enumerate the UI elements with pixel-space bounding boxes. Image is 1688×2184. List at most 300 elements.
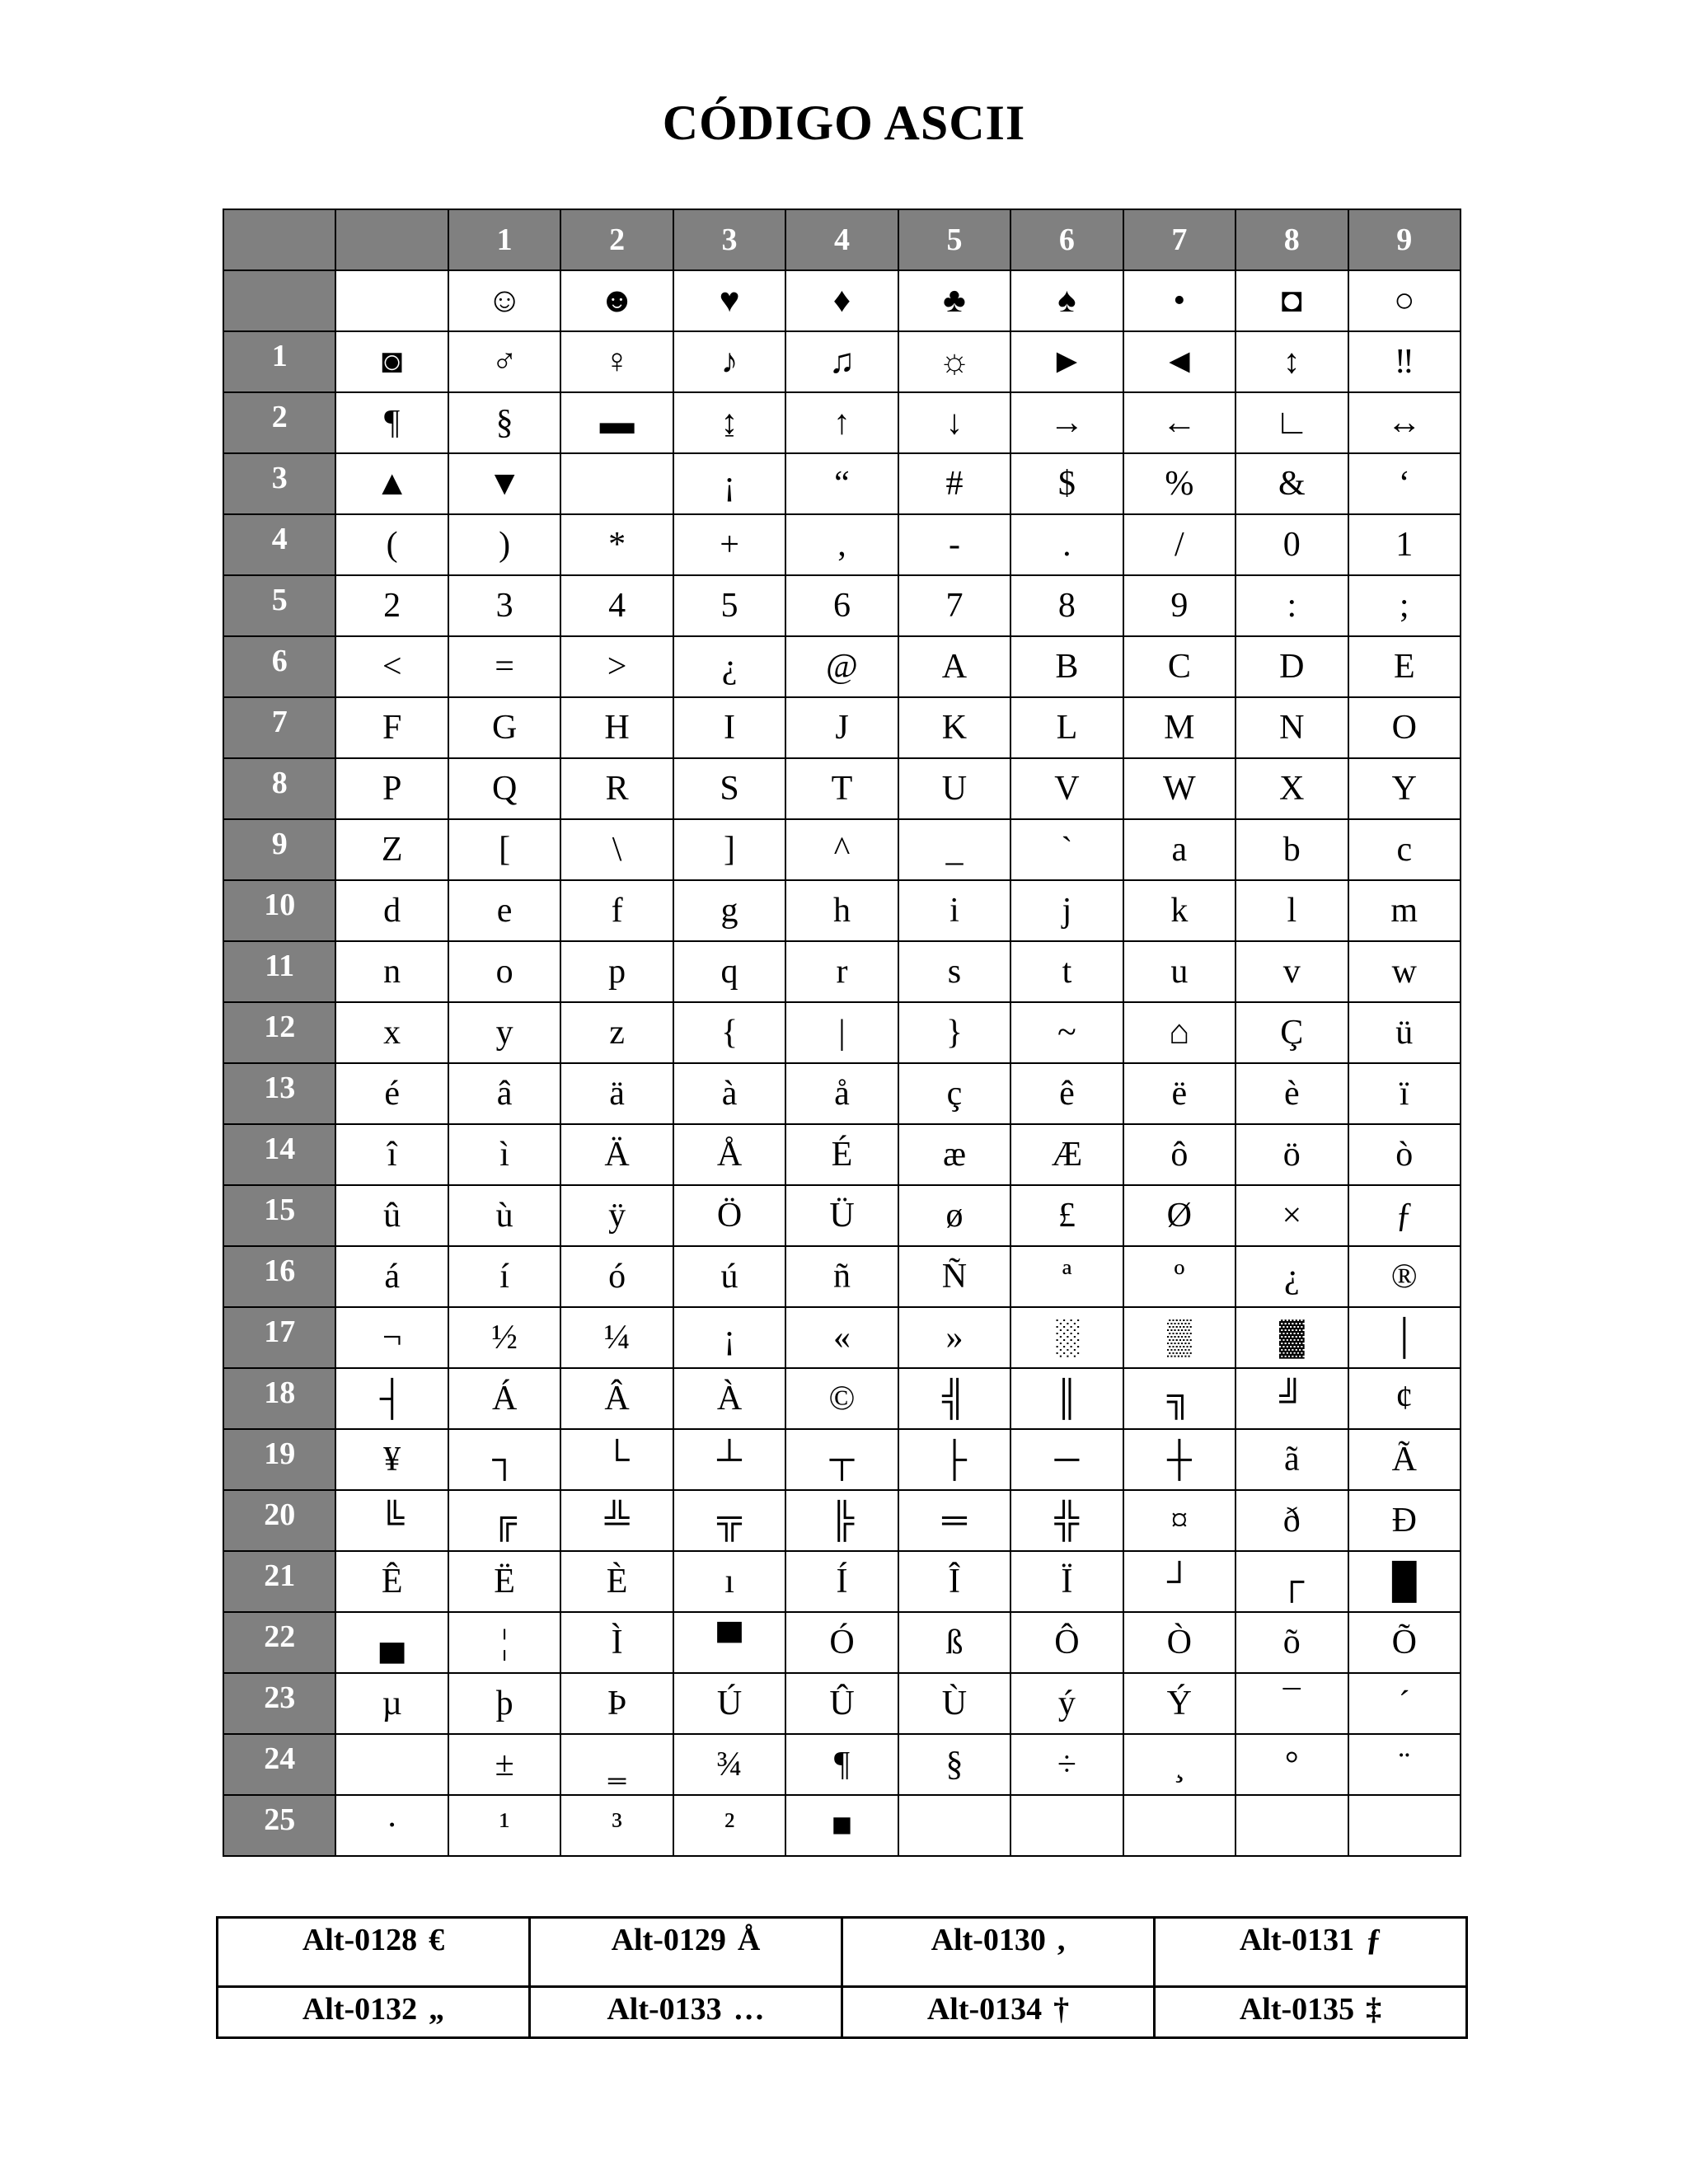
character-cell: º: [1123, 1246, 1236, 1307]
character-cell: A: [898, 636, 1010, 697]
character-cell: £: [1010, 1185, 1123, 1246]
character-cell: I: [673, 697, 785, 758]
table-row: [223, 819, 1461, 880]
character-cell: ã: [1236, 1429, 1348, 1490]
character-cell: #: [898, 453, 1010, 514]
character-cell: }: [898, 1002, 1010, 1063]
character-cell: ð: [1236, 1490, 1348, 1551]
character-cell: Á: [448, 1368, 560, 1429]
character-cell: á: [335, 1246, 448, 1307]
table-row: [223, 575, 1461, 636]
table-row: [223, 758, 1461, 819]
alt-code-label: Alt-0129: [611, 1923, 726, 1957]
row-header-cell: [223, 270, 335, 331]
character-cell: t: [1010, 941, 1123, 1002]
alt-code-label: Alt-0128: [302, 1923, 418, 1957]
character-cell: n: [335, 941, 448, 1002]
character-cell: Y: [1348, 758, 1461, 819]
character-cell: │: [1348, 1307, 1461, 1368]
alt-codes-body: [218, 1918, 1467, 2038]
character-cell: $: [1010, 453, 1123, 514]
character-cell: ♪: [673, 331, 785, 392]
character-cell: ♣: [898, 270, 1010, 331]
character-cell: ░: [1010, 1307, 1123, 1368]
character-cell: ├: [898, 1429, 1010, 1490]
character-cell: ¼: [560, 1307, 673, 1368]
character-cell: └: [560, 1429, 673, 1490]
character-cell: %: [1123, 453, 1236, 514]
character-cell: Ù: [898, 1673, 1010, 1734]
character-cell: Î: [898, 1551, 1010, 1612]
column-header-cell: [335, 209, 448, 270]
character-cell: ◄: [1123, 331, 1236, 392]
character-cell: Û: [785, 1673, 898, 1734]
row-header-cell: 15: [223, 1185, 335, 1246]
character-cell: |: [785, 1002, 898, 1063]
row-header-cell: 3: [223, 453, 335, 514]
character-cell: :: [1236, 575, 1348, 636]
character-cell: É: [785, 1124, 898, 1185]
character-cell: ▄: [335, 1612, 448, 1673]
character-cell: k: [1123, 880, 1236, 941]
row-header-cell: 6: [223, 636, 335, 697]
character-cell: 7: [898, 575, 1010, 636]
character-cell: S: [673, 758, 785, 819]
character-cell: .: [1010, 514, 1123, 575]
character-cell: ç: [898, 1063, 1010, 1124]
character-cell: b: [1236, 819, 1348, 880]
alt-codes-row: [218, 1987, 1467, 2038]
character-cell: °: [1236, 1734, 1348, 1795]
character-cell: ■: [785, 1795, 898, 1856]
character-cell: Í: [785, 1551, 898, 1612]
character-cell: B: [1010, 636, 1123, 697]
character-cell: ┼: [1123, 1429, 1236, 1490]
character-cell: ö: [1236, 1124, 1348, 1185]
character-cell: Q: [448, 758, 560, 819]
table-row: [223, 331, 1461, 392]
corner-header-cell: [223, 209, 335, 270]
character-cell: È: [560, 1551, 673, 1612]
row-header-cell: 10: [223, 880, 335, 941]
character-cell: ÿ: [560, 1185, 673, 1246]
alt-code-cell: [218, 1918, 530, 1987]
character-cell: ┬: [785, 1429, 898, 1490]
character-cell: ‗: [560, 1734, 673, 1795]
row-header-cell: 18: [223, 1368, 335, 1429]
character-cell: é: [335, 1063, 448, 1124]
character-cell: ¦: [448, 1612, 560, 1673]
character-cell: ô: [1123, 1124, 1236, 1185]
character-cell: J: [785, 697, 898, 758]
character-cell: Ê: [335, 1551, 448, 1612]
character-cell: ▼: [448, 453, 560, 514]
alt-code-label: Alt-0132: [302, 1992, 418, 2027]
character-cell: â: [448, 1063, 560, 1124]
alt-code-character: ƒ: [1366, 1923, 1382, 1957]
alt-code-character: €: [429, 1923, 445, 1957]
table-row: [223, 1002, 1461, 1063]
character-cell: Ý: [1123, 1673, 1236, 1734]
character-cell: o: [448, 941, 560, 1002]
character-cell: c: [1348, 819, 1461, 880]
character-cell: ←: [1123, 392, 1236, 453]
character-cell: í: [448, 1246, 560, 1307]
column-header-cell: 7: [1123, 209, 1236, 270]
table-row: [223, 1673, 1461, 1734]
alt-code-character: †: [1053, 1992, 1070, 2027]
character-cell: d: [335, 880, 448, 941]
character-cell: Õ: [1348, 1612, 1461, 1673]
character-cell: ¢: [1348, 1368, 1461, 1429]
character-cell: ─: [1010, 1429, 1123, 1490]
character-cell: M: [1123, 697, 1236, 758]
row-header-cell: 9: [223, 819, 335, 880]
character-cell: l: [1236, 880, 1348, 941]
alt-code-cell: [530, 1918, 842, 1987]
character-cell: ı: [673, 1551, 785, 1612]
character-cell: R: [560, 758, 673, 819]
character-cell: 2: [335, 575, 448, 636]
character-cell: Å: [673, 1124, 785, 1185]
character-cell: [335, 1734, 448, 1795]
character-cell: û: [335, 1185, 448, 1246]
character-cell: ╦: [673, 1490, 785, 1551]
table-row: [223, 1429, 1461, 1490]
character-cell: ª: [1010, 1246, 1123, 1307]
character-cell: x: [335, 1002, 448, 1063]
table-row: [223, 941, 1461, 1002]
character-cell: ñ: [785, 1246, 898, 1307]
character-cell: C: [1123, 636, 1236, 697]
character-cell: e: [448, 880, 560, 941]
character-cell: ,: [785, 514, 898, 575]
character-cell: &: [1236, 453, 1348, 514]
character-cell: ∟: [1236, 392, 1348, 453]
character-cell: 9: [1123, 575, 1236, 636]
character-cell: À: [673, 1368, 785, 1429]
character-cell: ♠: [1010, 270, 1123, 331]
character-cell: ³: [560, 1795, 673, 1856]
character-cell: _: [898, 819, 1010, 880]
character-cell: ¡: [673, 453, 785, 514]
column-header-cell: 1: [448, 209, 560, 270]
row-header-cell: 2: [223, 392, 335, 453]
character-cell: ó: [560, 1246, 673, 1307]
character-cell: Þ: [560, 1673, 673, 1734]
character-cell: Ì: [560, 1612, 673, 1673]
character-cell: ↑: [785, 392, 898, 453]
character-cell: å: [785, 1063, 898, 1124]
row-header-cell: 23: [223, 1673, 335, 1734]
character-cell: Ò: [1123, 1612, 1236, 1673]
character-cell: ù: [448, 1185, 560, 1246]
character-cell: s: [898, 941, 1010, 1002]
character-cell: ╝: [1236, 1368, 1348, 1429]
character-cell: p: [560, 941, 673, 1002]
table-row: [223, 453, 1461, 514]
character-cell: P: [335, 758, 448, 819]
character-cell: ▲: [335, 453, 448, 514]
row-header-cell: 19: [223, 1429, 335, 1490]
character-cell: ╩: [560, 1490, 673, 1551]
row-header-cell: 21: [223, 1551, 335, 1612]
table-row: [223, 1368, 1461, 1429]
character-cell: ƒ: [1348, 1185, 1461, 1246]
character-cell: ä: [560, 1063, 673, 1124]
table-row: [223, 1185, 1461, 1246]
character-cell: «: [785, 1307, 898, 1368]
character-cell: ±: [448, 1734, 560, 1795]
ascii-table: [223, 209, 1461, 1857]
character-cell: 1: [1348, 514, 1461, 575]
character-cell: ↓: [898, 392, 1010, 453]
character-cell: Ø: [1123, 1185, 1236, 1246]
character-cell: ╣: [898, 1368, 1010, 1429]
character-cell: ⌂: [1123, 1002, 1236, 1063]
character-cell: N: [1236, 697, 1348, 758]
table-row: [223, 1734, 1461, 1795]
row-header-cell: 25: [223, 1795, 335, 1856]
character-cell: ¥: [335, 1429, 448, 1490]
table-row: [223, 1612, 1461, 1673]
character-cell: E: [1348, 636, 1461, 697]
character-cell: ¬: [335, 1307, 448, 1368]
character-cell: ): [448, 514, 560, 575]
character-cell: <: [335, 636, 448, 697]
character-cell: [1236, 1795, 1348, 1856]
character-cell: ☺: [448, 270, 560, 331]
character-cell: ♂: [448, 331, 560, 392]
character-cell: §: [898, 1734, 1010, 1795]
character-cell: [335, 270, 448, 331]
character-cell: ¶: [335, 392, 448, 453]
character-cell: ↕: [1236, 331, 1348, 392]
character-cell: D: [1236, 636, 1348, 697]
character-cell: ¤: [1123, 1490, 1236, 1551]
row-header-cell: 20: [223, 1490, 335, 1551]
character-cell: ¡: [673, 1307, 785, 1368]
alt-codes-row: [218, 1918, 1467, 1987]
character-cell: ▓: [1236, 1307, 1348, 1368]
character-cell: ┌: [1236, 1551, 1348, 1612]
character-cell: Ç: [1236, 1002, 1348, 1063]
row-header-cell: 5: [223, 575, 335, 636]
character-cell: “: [785, 453, 898, 514]
character-cell: ¶: [785, 1734, 898, 1795]
row-header-cell: 17: [223, 1307, 335, 1368]
character-cell: þ: [448, 1673, 560, 1734]
character-cell: §: [448, 392, 560, 453]
character-cell: à: [673, 1063, 785, 1124]
column-header-cell: 3: [673, 209, 785, 270]
character-cell: ø: [898, 1185, 1010, 1246]
character-cell: V: [1010, 758, 1123, 819]
row-header-cell: 13: [223, 1063, 335, 1124]
character-cell: v: [1236, 941, 1348, 1002]
alt-code-label: Alt-0131: [1239, 1923, 1355, 1957]
character-cell: ¸: [1123, 1734, 1236, 1795]
character-cell: ¹: [448, 1795, 560, 1856]
character-cell: ©: [785, 1368, 898, 1429]
character-cell: =: [448, 636, 560, 697]
alt-code-character: „: [429, 1992, 445, 2027]
character-cell: (: [335, 514, 448, 575]
table-row: [223, 1124, 1461, 1185]
character-cell: [560, 453, 673, 514]
character-cell: u: [1123, 941, 1236, 1002]
character-cell: X: [1236, 758, 1348, 819]
character-cell: ╔: [448, 1490, 560, 1551]
character-cell: ♦: [785, 270, 898, 331]
table-row: [223, 880, 1461, 941]
character-cell: ü: [1348, 1002, 1461, 1063]
character-cell: h: [785, 880, 898, 941]
character-cell: Ô: [1010, 1612, 1123, 1673]
character-cell: L: [1010, 697, 1123, 758]
character-cell: ¾: [673, 1734, 785, 1795]
character-cell: g: [673, 880, 785, 941]
character-cell: ◘: [1236, 270, 1348, 331]
character-cell: Ð: [1348, 1490, 1461, 1551]
character-cell: `: [1010, 819, 1123, 880]
character-cell: ê: [1010, 1063, 1123, 1124]
table-row: [223, 392, 1461, 453]
row-header-cell: 7: [223, 697, 335, 758]
character-cell: î: [335, 1124, 448, 1185]
column-header-cell: 2: [560, 209, 673, 270]
character-cell: →: [1010, 392, 1123, 453]
character-cell: ☼: [898, 331, 1010, 392]
character-cell: Ä: [560, 1124, 673, 1185]
character-cell: õ: [1236, 1612, 1348, 1673]
alt-code-cell: [842, 1987, 1155, 2038]
character-cell: ┐: [448, 1429, 560, 1490]
character-cell: 6: [785, 575, 898, 636]
character-cell: ß: [898, 1612, 1010, 1673]
character-cell: ╠: [785, 1490, 898, 1551]
character-cell: ½: [448, 1307, 560, 1368]
row-header-cell: 11: [223, 941, 335, 1002]
character-cell: +: [673, 514, 785, 575]
character-cell: G: [448, 697, 560, 758]
column-header-cell: 9: [1348, 209, 1461, 270]
character-cell: ╬: [1010, 1490, 1123, 1551]
character-cell: ò: [1348, 1124, 1461, 1185]
row-header-cell: 22: [223, 1612, 335, 1673]
character-cell: q: [673, 941, 785, 1002]
table-row: [223, 514, 1461, 575]
character-cell: 8: [1010, 575, 1123, 636]
character-cell: [1010, 1795, 1123, 1856]
character-cell: 3: [448, 575, 560, 636]
table-row: [223, 270, 1461, 331]
character-cell: 4: [560, 575, 673, 636]
character-cell: ║: [1010, 1368, 1123, 1429]
character-cell: ┘: [1123, 1551, 1236, 1612]
character-cell: ┴: [673, 1429, 785, 1490]
character-cell: ¨: [1348, 1734, 1461, 1795]
header-row: [223, 209, 1461, 270]
character-cell: K: [898, 697, 1010, 758]
character-cell: /: [1123, 514, 1236, 575]
character-cell: U: [898, 758, 1010, 819]
character-cell: \: [560, 819, 673, 880]
character-cell: █: [1348, 1551, 1461, 1612]
table-row: [223, 1063, 1461, 1124]
column-header-cell: 5: [898, 209, 1010, 270]
character-cell: ¯: [1236, 1673, 1348, 1734]
character-cell: ►: [1010, 331, 1123, 392]
character-cell: ×: [1236, 1185, 1348, 1246]
alt-code-label: Alt-0134: [926, 1992, 1043, 2027]
character-cell: ↔: [1348, 392, 1461, 453]
row-header-cell: 1: [223, 331, 335, 392]
character-cell: ú: [673, 1246, 785, 1307]
character-cell: ♫: [785, 331, 898, 392]
character-cell: ì: [448, 1124, 560, 1185]
character-cell: 5: [673, 575, 785, 636]
character-cell: z: [560, 1002, 673, 1063]
character-cell: *: [560, 514, 673, 575]
character-cell: ═: [898, 1490, 1010, 1551]
character-cell: ○: [1348, 270, 1461, 331]
character-cell: ▬: [560, 392, 673, 453]
character-cell: F: [335, 697, 448, 758]
character-cell: ´: [1348, 1673, 1461, 1734]
alt-code-cell: [1155, 1918, 1467, 1987]
character-cell: ·: [335, 1795, 448, 1856]
character-cell: ‘: [1348, 453, 1461, 514]
character-cell: Æ: [1010, 1124, 1123, 1185]
row-header-cell: 12: [223, 1002, 335, 1063]
alt-codes-table: [216, 1916, 1468, 2039]
row-header-cell: 8: [223, 758, 335, 819]
row-header-cell: 24: [223, 1734, 335, 1795]
table-row: [223, 1551, 1461, 1612]
character-cell: f: [560, 880, 673, 941]
character-cell: Ã: [1348, 1429, 1461, 1490]
character-cell: >: [560, 636, 673, 697]
character-cell: Ü: [785, 1185, 898, 1246]
character-cell: Ë: [448, 1551, 560, 1612]
character-cell: ☻: [560, 270, 673, 331]
character-cell: ÷: [1010, 1734, 1123, 1795]
character-cell: ▒: [1123, 1307, 1236, 1368]
ascii-table-body: [223, 209, 1461, 1856]
table-row: [223, 1246, 1461, 1307]
alt-code-cell: [530, 1987, 842, 2038]
character-cell: ý: [1010, 1673, 1123, 1734]
alt-code-label: Alt-0133: [607, 1992, 722, 2027]
column-header-cell: 4: [785, 209, 898, 270]
row-header-cell: 14: [223, 1124, 335, 1185]
character-cell: µ: [335, 1673, 448, 1734]
character-cell: W: [1123, 758, 1236, 819]
character-cell: ~: [1010, 1002, 1123, 1063]
character-cell: ®: [1348, 1246, 1461, 1307]
character-cell: {: [673, 1002, 785, 1063]
table-row: [223, 1490, 1461, 1551]
character-cell: æ: [898, 1124, 1010, 1185]
character-cell: ╚: [335, 1490, 448, 1551]
character-cell: Z: [335, 819, 448, 880]
column-header-cell: 6: [1010, 209, 1123, 270]
character-cell: ï: [1348, 1063, 1461, 1124]
character-cell: 0: [1236, 514, 1348, 575]
alt-code-label: Alt-0130: [931, 1923, 1046, 1957]
character-cell: ♥: [673, 270, 785, 331]
